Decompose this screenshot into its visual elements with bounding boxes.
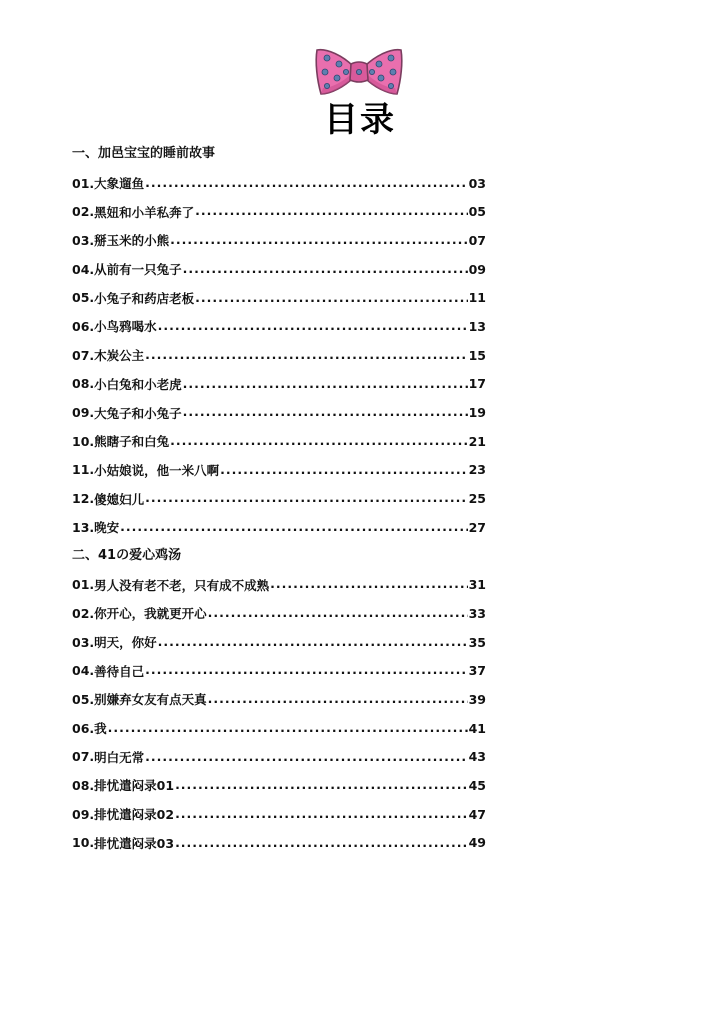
- table-of-contents: [72, 140, 486, 857]
- section-heading: 一、加邑宝宝的睡前故事: [72, 146, 216, 161]
- toc-entry: 02. 黑妞和小羊私奔了 ..... 05: [72, 197, 486, 226]
- toc-entry: 10. 熊瞎子和白兔 ..... 21: [72, 427, 486, 456]
- toc-entry: 08. 小白兔和小老虎 ..... 17: [72, 370, 486, 399]
- toc-entry: 03. 掰玉米的小熊 ..... 07: [72, 226, 486, 255]
- toc-entry: 07. 明白无常 ..... 43: [72, 742, 486, 771]
- toc-entry: 11. 小姑娘说，他一米八啊 ..... 23: [72, 456, 486, 485]
- toc-entry: 02. 你开心，我就更开心 ..... 33: [72, 599, 486, 628]
- toc-entry: 04. 从前有一只兔子 ..... 09: [72, 255, 486, 284]
- toc-entry: 06. 小鸟鸦喝水 ..... 13: [72, 312, 486, 341]
- toc-entry: 05. 小兔子和药店老板 ..... 11: [72, 283, 486, 312]
- toc-entry: 12. 傻媳妇儿 ..... 25: [72, 484, 486, 513]
- toc-entry: 09. 大兔子和小兔子 ..... 19: [72, 398, 486, 427]
- toc-entry: 01. 男人没有老不老，只有成不成熟 ..... 31: [72, 570, 486, 599]
- page-title: 目录: [324, 100, 396, 140]
- toc-entry: 13. 晚安 ..... 27: [72, 513, 486, 542]
- toc-entry: 08. 排忧遣闷录01 ..... 45: [72, 771, 486, 800]
- section-heading: 二、41の爱心鸡汤: [72, 547, 182, 563]
- toc-entry: 06. 我 ..... 41: [72, 714, 486, 743]
- toc-entry: 10. 排忧遣闷录03 ..... 49: [72, 829, 486, 858]
- toc-entry: 09. 排忧遣闷录02 ..... 47: [72, 800, 486, 829]
- toc-entry: 01. 大象遛鱼 ..... 03: [72, 169, 486, 198]
- toc-entry: 07. 木炭公主 ..... 15: [72, 341, 486, 370]
- bow-tie-icon: [313, 44, 405, 102]
- toc-entry: 03. 明天，你好 ..... 35: [72, 628, 486, 657]
- toc-entry: 04. 善待自己 ..... 37: [72, 656, 486, 685]
- toc-entry: 05. 别嫌弃女友有点天真 ..... 39: [72, 685, 486, 714]
